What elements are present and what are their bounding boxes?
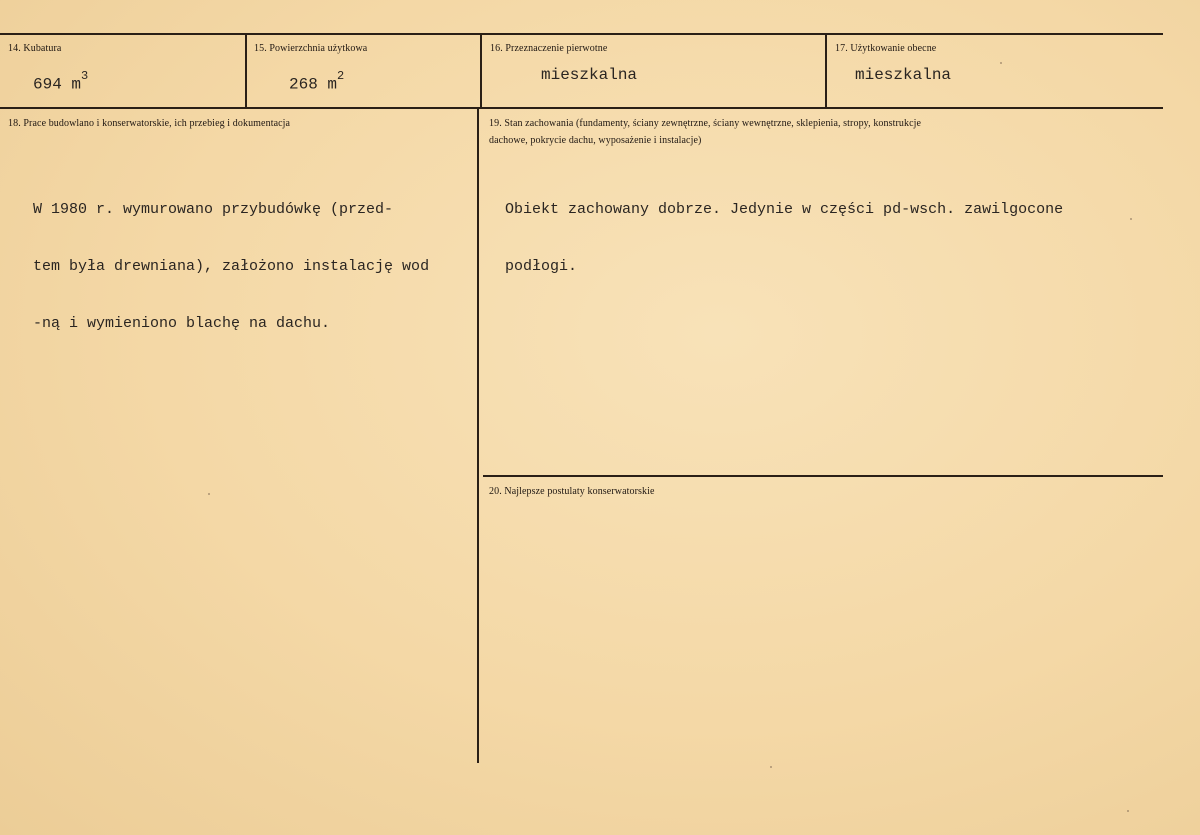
field-17-value: mieszkalna bbox=[855, 66, 952, 84]
field-14-label: 14. Kubatura bbox=[8, 43, 62, 54]
section-divider-line bbox=[483, 475, 1163, 477]
field-18-label: 18. Prace budowlano i konserwatorskie, ich przebieg i dokumentacja bbox=[8, 118, 291, 129]
field-15-label: 15. Powierzchnia użytkowa bbox=[254, 43, 368, 54]
field-19-text bbox=[505, 162, 1063, 314]
paper-speck bbox=[1000, 62, 1002, 64]
column-divider-main bbox=[477, 107, 479, 763]
field-18-line-2: tem była drewniana), założono instalację wod bbox=[33, 258, 430, 275]
field-16-label: 16. Przeznaczenie pierwotne bbox=[490, 43, 608, 54]
field-14-unit-sup: 3 bbox=[81, 69, 89, 83]
field-17-label: 17. Użytkowanie obecne bbox=[835, 43, 937, 54]
field-19-line-2: podłogi. bbox=[505, 258, 578, 275]
paper-speck bbox=[1130, 218, 1132, 220]
field-15-unit-sup: 2 bbox=[337, 69, 345, 83]
field-14-number: 694 m bbox=[33, 75, 82, 94]
field-16-value: mieszkalna bbox=[541, 66, 638, 84]
column-divider-16-17 bbox=[825, 33, 827, 109]
paper-speck bbox=[770, 766, 772, 768]
field-15-value bbox=[289, 70, 344, 94]
field-18-line-1: W 1980 r. wymurowano przybudówkę (przed- bbox=[33, 201, 394, 218]
field-19-label-line-2: dachowe, pokrycie dachu, wyposażenie i instalacje) bbox=[489, 135, 702, 146]
field-18-text bbox=[33, 162, 429, 371]
row-divider-line bbox=[0, 107, 1163, 109]
column-divider-15-16 bbox=[480, 33, 482, 109]
field-18-line-3: -ną i wymieniono blachę na dachu. bbox=[33, 315, 331, 332]
column-divider-14-15 bbox=[245, 33, 247, 109]
field-19-label-line-1: 19. Stan zachowania (fundamenty, ściany zewnętrzne, ściany wewnętrzne, sklepienia, stropy, konstrukcje bbox=[489, 118, 922, 129]
field-14-value bbox=[33, 70, 88, 94]
paper-speck bbox=[1127, 810, 1129, 812]
top-border-line bbox=[0, 33, 1163, 35]
field-15-number: 268 m bbox=[289, 75, 338, 94]
field-20-label: 20. Najlepsze postulaty konserwatorskie bbox=[489, 486, 655, 497]
field-19-line-1: Obiekt zachowany dobrze. Jedynie w części pd-wsch. zawilgocone bbox=[505, 201, 1064, 218]
paper-speck bbox=[208, 493, 210, 495]
